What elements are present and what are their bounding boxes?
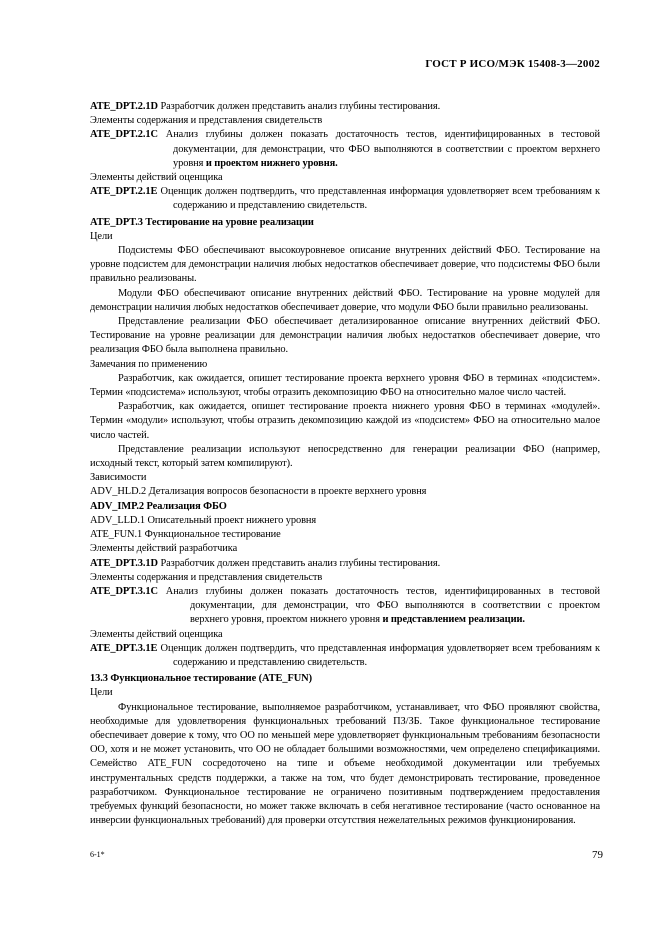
requirement-text: Анализ глубины должен показать достаточность тестов, идентифицированных в тестовой документации, для демонстрации, что ФБО выполняются в соответствии с проектом верхнего уровня, проектом нижнего уровня — [157, 585, 600, 626]
requirement-code: ATE_DPT.2.1E — [90, 186, 158, 198]
section-label: Цели — [90, 230, 113, 242]
footer-signature-mark: 6-1* — [90, 850, 105, 859]
dependency-item: ADV_IMP.2 Реализация ФБО — [90, 500, 227, 512]
requirement-dpt-2-1e — [90, 185, 600, 213]
page-body — [90, 60, 600, 828]
section-label: Элементы действий оценщика — [90, 628, 223, 640]
section-label: Замечания по применению — [90, 358, 208, 370]
dependency-item: ADV_HLD.2 Детализация вопросов безопасности в проекте верхнего уровня — [90, 486, 427, 498]
section-label: Элементы действий оценщика — [90, 172, 223, 184]
page-number: 79 — [592, 849, 603, 861]
section-label: Элементы содержания и представления свидетельств — [90, 571, 323, 583]
requirement-text: Оценщик должен подтвердить, что представленная информация удовлетворяет всем требованиям к содержанию и представлению свидетельств. — [157, 642, 600, 668]
requirement-dpt-2-1c — [90, 128, 600, 171]
paragraph: Функциональное тестирование, выполняемое разработчиком, устанавливает, что ФБО проявляют свойства, необходимые для удовлетворения функциональных требований ПЗ/ЗБ. Такое функциональное тестирование обеспечивает доверие к тому, что ОО по меньшей мере удовлетворяет функциональным требованиям безопасности ОО, хотя и не может установить, что ОО не обладает большими возможностями, чем определено спецификациями. Семейство ATE_FUN сосредоточено на типе и объеме необходимой документации или требуемых инструментальных средств поддержки, а также на том, что будет демонстрировать тестирование, проведенное разработчиком. Функциональное тестирование не ограничено позитивным подтверждением предоставления требуемых функций безопасности, но может также включать в себя негативное тестирование (часто основанное на инверсии функциональных требований) для проверки отсутствия нежелательных режимов функционирования. — [90, 701, 600, 827]
requirement-dpt-3-1d — [90, 557, 600, 571]
dependency-item: ATE_FUN.1 Функциональное тестирование — [90, 529, 281, 541]
heading-13-3: 13.3 Функциональное тестирование (ATE_FUN) — [90, 673, 312, 685]
section-label: Элементы действий разработчика — [90, 543, 238, 555]
document-header: ГОСТ Р ИСО/МЭК 15408-3—2002 — [425, 58, 600, 70]
paragraph: Модули ФБО обеспечивают описание внутренних действий ФБО. Тестирование на уровне модулей для демонстрации наличия любых недостатков обеспечивает доверие, что модули ФБО были правильно реализованы. — [90, 287, 600, 313]
requirement-code: ATE_DPT.3.1D — [90, 557, 158, 569]
requirement-dpt-3-1e — [90, 642, 600, 670]
requirement-dpt-2-1d — [90, 100, 600, 114]
section-label: Элементы содержания и представления свидетельств — [90, 115, 323, 127]
paragraph: Представление реализации ФБО обеспечивает детализированное описание внутренних действий ФБО. Тестирование на уровне реализации для демонстрации наличия любых недостатков обеспечивает доверие, что реализация ФБО была выполнена правильно. — [90, 316, 600, 356]
section-label: Зависимости — [90, 472, 147, 484]
requirement-dpt-3-1c — [90, 585, 600, 628]
requirement-code: ATE_DPT.3.1C — [90, 585, 158, 597]
section-label: Цели — [90, 687, 113, 699]
requirement-code: ATE_DPT.2.1D — [90, 101, 158, 112]
requirement-code: ATE_DPT.3.1E — [90, 642, 158, 654]
paragraph: Разработчик, как ожидается, опишет тестирование проекта нижнего уровня ФБО в терминах «модулей». Термин «модули» используют, чтобы отразить декомпозицию каждой из «подсистем» ФБО на относительно малое число частей. — [90, 401, 600, 441]
requirement-bold-text: и представлением реализации. — [382, 614, 525, 626]
requirement-bold-text: и проектом нижнего уровня. — [205, 157, 338, 169]
paragraph: Подсистемы ФБО обеспечивают высокоуровневое описание внутренних действий ФБО. Тестирование на уровне подсистем для демонстрации наличия любых недостатков обеспечивает доверие, что подсистемы ФБО были правильно реализованы. — [90, 245, 600, 285]
requirement-text: Разработчик должен представить анализ глубины тестирования. — [157, 557, 441, 569]
requirement-text: Разработчик должен представить анализ глубины тестирования. — [157, 101, 441, 112]
dependency-item: ADV_LLD.1 Описательный проект нижнего уровня — [90, 514, 317, 526]
requirement-code: ATE_DPT.2.1C — [90, 129, 158, 141]
requirement-text: Оценщик должен подтвердить, что представленная информация удовлетворяет всем требованиям к содержанию и представлению свидетельств. — [157, 186, 600, 212]
requirement-text: Анализ глубины должен показать достаточность тестов, идентифицированных в тестовой документации, для демонстрации, что ФБО выполняются в соответствии с проектом верхнего уровня — [157, 129, 600, 169]
paragraph: Разработчик, как ожидается, опишет тестирование проекта верхнего уровня ФБО в терминах «подсистем». Термин «подсистема» используют, чтобы отразить декомпозицию ФБО на относительно малое число частей. — [90, 372, 600, 399]
heading-ate-dpt-3: ATE_DPT.3 Тестирование на уровне реализации — [90, 216, 314, 228]
paragraph: Представление реализации используют непосредственно для генерации реализации ФБО (например, исходный текст, который затем компилируют). — [90, 443, 600, 470]
